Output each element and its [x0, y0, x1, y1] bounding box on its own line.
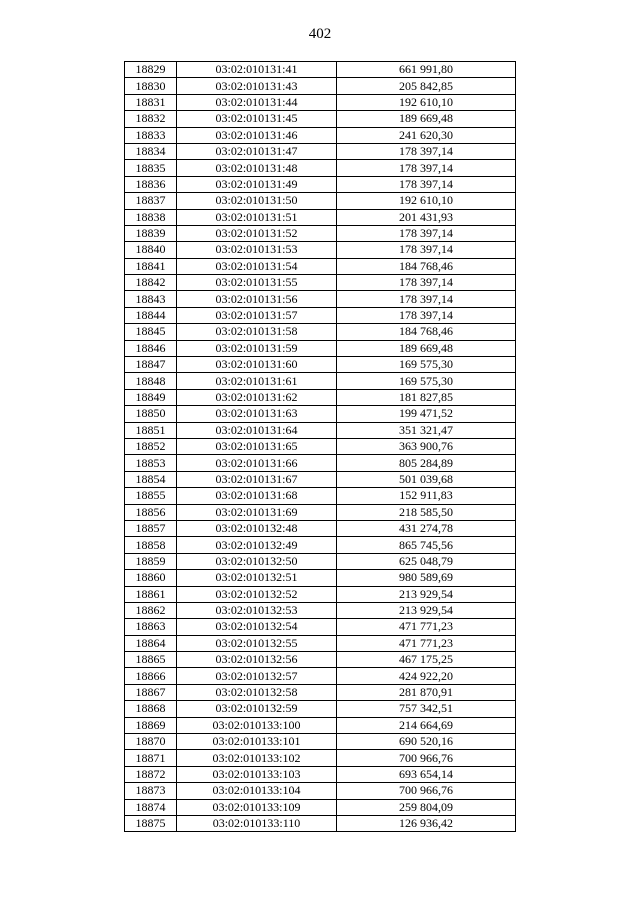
table-row [125, 783, 516, 799]
table-row [125, 684, 516, 700]
row-number-cell: 18840 [125, 242, 177, 258]
value-cell: 625 048,79 [337, 553, 516, 569]
row-number-cell: 18874 [125, 799, 177, 815]
cadastral-number-cell: 03:02:010133:110 [177, 815, 337, 831]
value-cell: 467 175,25 [337, 652, 516, 668]
row-number-cell: 18861 [125, 586, 177, 602]
cadastral-number-cell: 03:02:010131:55 [177, 275, 337, 291]
value-cell: 805 284,89 [337, 455, 516, 471]
cadastral-number-cell: 03:02:010131:44 [177, 94, 337, 110]
value-cell: 700 966,76 [337, 750, 516, 766]
value-cell: 431 274,78 [337, 520, 516, 536]
row-number-cell: 18855 [125, 488, 177, 504]
table-row [125, 357, 516, 373]
cadastral-number-cell: 03:02:010132:55 [177, 635, 337, 651]
table-row [125, 701, 516, 717]
value-cell: 693 654,14 [337, 766, 516, 782]
cadastral-number-cell: 03:02:010131:46 [177, 127, 337, 143]
row-number-cell: 18832 [125, 111, 177, 127]
row-number-cell: 18873 [125, 783, 177, 799]
table-row [125, 209, 516, 225]
row-number-cell: 18869 [125, 717, 177, 733]
value-cell: 178 397,14 [337, 225, 516, 241]
cadastral-number-cell: 03:02:010132:57 [177, 668, 337, 684]
row-number-cell: 18875 [125, 815, 177, 831]
table-row [125, 373, 516, 389]
value-cell: 205 842,85 [337, 78, 516, 94]
table-row [125, 553, 516, 569]
row-number-cell: 18872 [125, 766, 177, 782]
cadastral-number-cell: 03:02:010131:66 [177, 455, 337, 471]
value-cell: 259 804,09 [337, 799, 516, 815]
value-cell: 192 610,10 [337, 94, 516, 110]
cadastral-number-cell: 03:02:010131:67 [177, 471, 337, 487]
table-row [125, 340, 516, 356]
row-number-cell: 18857 [125, 520, 177, 536]
value-cell: 184 768,46 [337, 258, 516, 274]
table-row [125, 455, 516, 471]
cadastral-value-table [124, 61, 516, 832]
table-row [125, 324, 516, 340]
row-number-cell: 18829 [125, 62, 177, 78]
cadastral-number-cell: 03:02:010131:58 [177, 324, 337, 340]
cadastral-number-cell: 03:02:010131:61 [177, 373, 337, 389]
value-cell: 471 771,23 [337, 619, 516, 635]
cadastral-number-cell: 03:02:010132:56 [177, 652, 337, 668]
cadastral-number-cell: 03:02:010131:43 [177, 78, 337, 94]
table-row [125, 78, 516, 94]
table-row [125, 176, 516, 192]
table-row [125, 225, 516, 241]
table-row [125, 111, 516, 127]
cadastral-number-cell: 03:02:010131:47 [177, 143, 337, 159]
table-row [125, 652, 516, 668]
table-row [125, 520, 516, 536]
row-number-cell: 18843 [125, 291, 177, 307]
table-row [125, 127, 516, 143]
cadastral-number-cell: 03:02:010131:59 [177, 340, 337, 356]
table-row [125, 143, 516, 159]
cadastral-number-cell: 03:02:010131:69 [177, 504, 337, 520]
row-number-cell: 18858 [125, 537, 177, 553]
value-cell: 218 585,50 [337, 504, 516, 520]
cadastral-number-cell: 03:02:010132:54 [177, 619, 337, 635]
cadastral-number-cell: 03:02:010132:52 [177, 586, 337, 602]
value-cell: 178 397,14 [337, 143, 516, 159]
cadastral-number-cell: 03:02:010131:56 [177, 291, 337, 307]
row-number-cell: 18850 [125, 406, 177, 422]
value-cell: 169 575,30 [337, 357, 516, 373]
table-row [125, 537, 516, 553]
table-row [125, 668, 516, 684]
cadastral-number-cell: 03:02:010131:60 [177, 357, 337, 373]
value-cell: 661 991,80 [337, 62, 516, 78]
table-row [125, 193, 516, 209]
table-body [125, 62, 516, 832]
table-row [125, 570, 516, 586]
cadastral-number-cell: 03:02:010131:65 [177, 438, 337, 454]
value-cell: 690 520,16 [337, 734, 516, 750]
value-cell: 192 610,10 [337, 193, 516, 209]
row-number-cell: 18849 [125, 389, 177, 405]
value-cell: 178 397,14 [337, 275, 516, 291]
value-cell: 351 321,47 [337, 422, 516, 438]
table-row [125, 258, 516, 274]
table-row [125, 619, 516, 635]
row-number-cell: 18863 [125, 619, 177, 635]
cadastral-number-cell: 03:02:010133:100 [177, 717, 337, 733]
value-cell: 178 397,14 [337, 242, 516, 258]
row-number-cell: 18853 [125, 455, 177, 471]
value-cell: 213 929,54 [337, 586, 516, 602]
table-row [125, 307, 516, 323]
cadastral-number-cell: 03:02:010131:64 [177, 422, 337, 438]
row-number-cell: 18862 [125, 602, 177, 618]
row-number-cell: 18864 [125, 635, 177, 651]
value-cell: 471 771,23 [337, 635, 516, 651]
row-number-cell: 18830 [125, 78, 177, 94]
row-number-cell: 18846 [125, 340, 177, 356]
value-cell: 199 471,52 [337, 406, 516, 422]
cadastral-number-cell: 03:02:010131:63 [177, 406, 337, 422]
cadastral-number-cell: 03:02:010132:49 [177, 537, 337, 553]
row-number-cell: 18836 [125, 176, 177, 192]
value-cell: 501 039,68 [337, 471, 516, 487]
row-number-cell: 18847 [125, 357, 177, 373]
row-number-cell: 18841 [125, 258, 177, 274]
value-cell: 281 870,91 [337, 684, 516, 700]
value-cell: 126 936,42 [337, 815, 516, 831]
cadastral-number-cell: 03:02:010131:48 [177, 160, 337, 176]
table-row [125, 586, 516, 602]
table-row [125, 438, 516, 454]
value-cell: 178 397,14 [337, 291, 516, 307]
cadastral-number-cell: 03:02:010132:48 [177, 520, 337, 536]
value-cell: 757 342,51 [337, 701, 516, 717]
row-number-cell: 18865 [125, 652, 177, 668]
value-cell: 213 929,54 [337, 602, 516, 618]
value-cell: 189 669,48 [337, 340, 516, 356]
cadastral-number-cell: 03:02:010131:41 [177, 62, 337, 78]
row-number-cell: 18852 [125, 438, 177, 454]
value-cell: 152 911,83 [337, 488, 516, 504]
row-number-cell: 18860 [125, 570, 177, 586]
cadastral-number-cell: 03:02:010131:54 [177, 258, 337, 274]
row-number-cell: 18871 [125, 750, 177, 766]
value-cell: 184 768,46 [337, 324, 516, 340]
cadastral-number-cell: 03:02:010133:102 [177, 750, 337, 766]
cadastral-number-cell: 03:02:010131:53 [177, 242, 337, 258]
row-number-cell: 18851 [125, 422, 177, 438]
value-cell: 424 922,20 [337, 668, 516, 684]
table-row [125, 471, 516, 487]
value-cell: 178 397,14 [337, 160, 516, 176]
cadastral-number-cell: 03:02:010131:57 [177, 307, 337, 323]
row-number-cell: 18848 [125, 373, 177, 389]
page-number: 402 [308, 26, 332, 42]
table-row [125, 160, 516, 176]
table-row [125, 799, 516, 815]
cadastral-number-cell: 03:02:010132:51 [177, 570, 337, 586]
cadastral-number-cell: 03:02:010131:68 [177, 488, 337, 504]
value-cell: 700 966,76 [337, 783, 516, 799]
cadastral-number-cell: 03:02:010131:51 [177, 209, 337, 225]
table-row [125, 94, 516, 110]
row-number-cell: 18833 [125, 127, 177, 143]
cadastral-number-cell: 03:02:010131:52 [177, 225, 337, 241]
value-cell: 189 669,48 [337, 111, 516, 127]
cadastral-number-cell: 03:02:010132:59 [177, 701, 337, 717]
table-row [125, 635, 516, 651]
value-cell: 980 589,69 [337, 570, 516, 586]
table-row [125, 734, 516, 750]
row-number-cell: 18839 [125, 225, 177, 241]
table-row [125, 422, 516, 438]
value-cell: 214 664,69 [337, 717, 516, 733]
cadastral-number-cell: 03:02:010131:49 [177, 176, 337, 192]
table-row [125, 717, 516, 733]
cadastral-number-cell: 03:02:010132:53 [177, 602, 337, 618]
table-row [125, 488, 516, 504]
value-cell: 169 575,30 [337, 373, 516, 389]
table-row [125, 389, 516, 405]
cadastral-number-cell: 03:02:010131:45 [177, 111, 337, 127]
row-number-cell: 18835 [125, 160, 177, 176]
row-number-cell: 18845 [125, 324, 177, 340]
value-cell: 363 900,76 [337, 438, 516, 454]
table-row [125, 291, 516, 307]
cadastral-number-cell: 03:02:010133:101 [177, 734, 337, 750]
cadastral-number-cell: 03:02:010133:103 [177, 766, 337, 782]
row-number-cell: 18859 [125, 553, 177, 569]
table-row [125, 406, 516, 422]
value-cell: 178 397,14 [337, 176, 516, 192]
cadastral-number-cell: 03:02:010131:62 [177, 389, 337, 405]
cadastral-number-cell: 03:02:010133:104 [177, 783, 337, 799]
cadastral-number-cell: 03:02:010133:109 [177, 799, 337, 815]
value-cell: 181 827,85 [337, 389, 516, 405]
value-cell: 241 620,30 [337, 127, 516, 143]
row-number-cell: 18870 [125, 734, 177, 750]
cadastral-number-cell: 03:02:010132:58 [177, 684, 337, 700]
value-cell: 201 431,93 [337, 209, 516, 225]
row-number-cell: 18868 [125, 701, 177, 717]
table-row [125, 504, 516, 520]
table-row [125, 602, 516, 618]
table-row [125, 242, 516, 258]
row-number-cell: 18834 [125, 143, 177, 159]
table-row [125, 275, 516, 291]
table-row [125, 815, 516, 831]
row-number-cell: 18867 [125, 684, 177, 700]
table-row [125, 62, 516, 78]
row-number-cell: 18838 [125, 209, 177, 225]
value-cell: 865 745,56 [337, 537, 516, 553]
row-number-cell: 18866 [125, 668, 177, 684]
row-number-cell: 18854 [125, 471, 177, 487]
value-cell: 178 397,14 [337, 307, 516, 323]
row-number-cell: 18837 [125, 193, 177, 209]
cadastral-number-cell: 03:02:010132:50 [177, 553, 337, 569]
row-number-cell: 18831 [125, 94, 177, 110]
row-number-cell: 18844 [125, 307, 177, 323]
table-row [125, 766, 516, 782]
row-number-cell: 18842 [125, 275, 177, 291]
cadastral-number-cell: 03:02:010131:50 [177, 193, 337, 209]
table-row [125, 750, 516, 766]
row-number-cell: 18856 [125, 504, 177, 520]
